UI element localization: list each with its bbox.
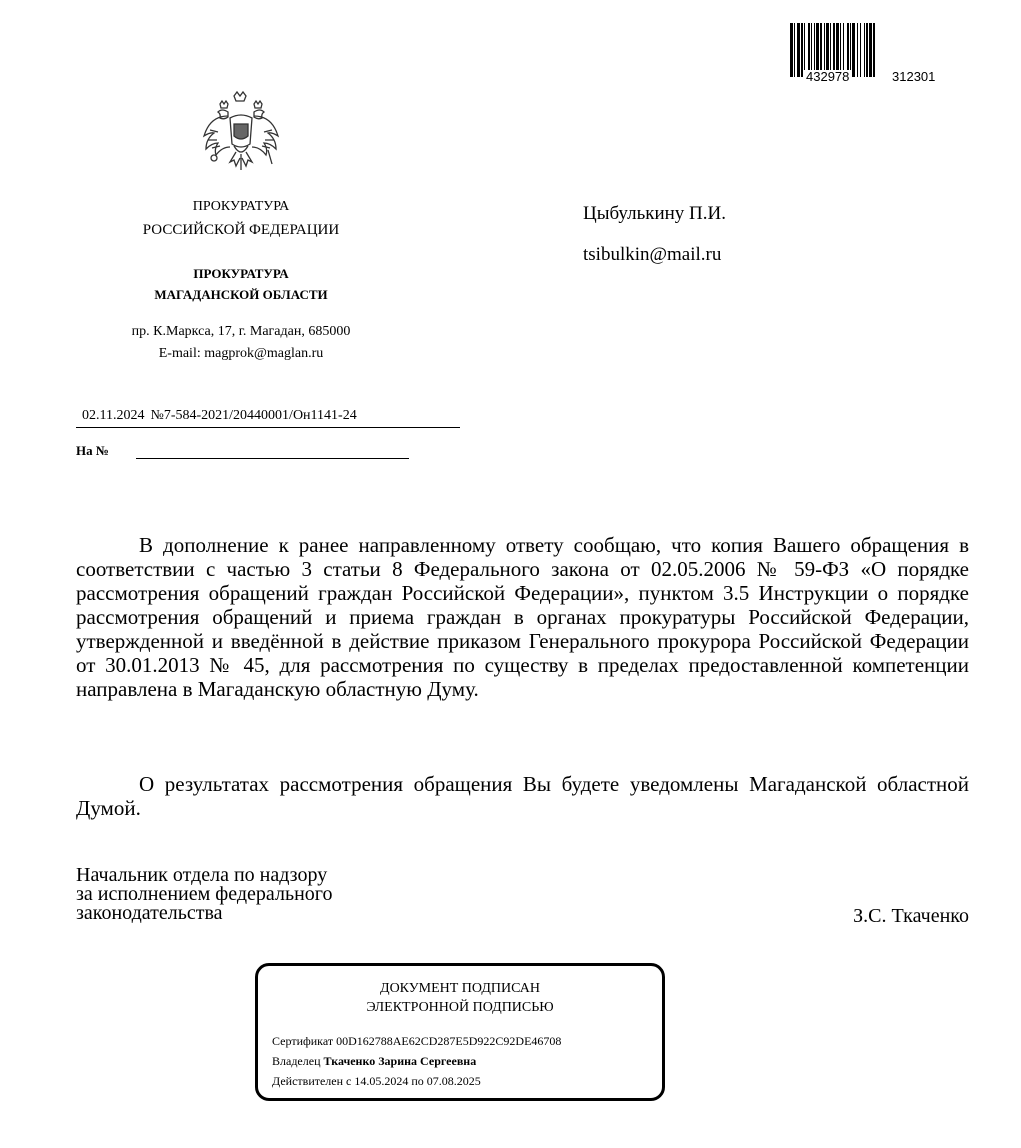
barcode-bar <box>864 23 865 77</box>
registration-number-label: № <box>150 408 164 423</box>
barcode-bar <box>850 23 851 77</box>
reference-label: На № <box>76 443 109 458</box>
registration-number: 7-584-2021/20440001/Он1141-24 <box>163 408 357 423</box>
barcode <box>788 23 950 84</box>
barcode-bar <box>873 23 875 77</box>
barcode-bar <box>852 23 855 77</box>
registration-date: 02.11.2024 <box>82 408 145 423</box>
signer-position-line3: законодательства <box>76 902 223 924</box>
stamp-owner-value: Ткаченко Зарина Сергеевна <box>323 1054 477 1068</box>
signer-position-line2: за исполнением федерального <box>76 883 333 905</box>
stamp-valid-to-label: по <box>411 1074 424 1088</box>
body-paragraph-2: О результатах рассмотрения обращения Вы будете уведомлены Магаданской областной Думой. <box>76 772 969 820</box>
stamp-valid-from: 14.05.2024 <box>354 1074 409 1088</box>
barcode-bar <box>790 23 793 77</box>
barcode-bar <box>860 23 861 77</box>
double-headed-eagle-emblem-icon <box>198 90 284 176</box>
barcode-bar <box>866 23 868 77</box>
organization-address: пр. К.Маркса, 17, г. Магадан, 685000 <box>131 324 351 339</box>
barcode-bar <box>801 23 803 77</box>
reference-blank-line <box>136 458 409 459</box>
stamp-title-line1: ДОКУМЕНТ ПОДПИСАН <box>380 981 540 996</box>
stamp-owner <box>272 1053 476 1069</box>
letterhead-line2: РОССИЙСКОЙ ФЕДЕРАЦИИ <box>142 222 340 238</box>
stamp-certificate-value: 00D162788AE62CD287E5D922C92DE46708 <box>336 1034 562 1048</box>
stamp-certificate <box>272 1033 561 1049</box>
signer-name: З.С. Ткаченко <box>853 905 969 927</box>
signer-position-line1: Начальник отдела по надзору <box>76 864 328 886</box>
letterhead-line1: ПРОКУРАТУРА <box>192 199 290 214</box>
barcode-bar <box>797 23 800 77</box>
stamp-valid-to: 07.08.2025 <box>426 1074 481 1088</box>
organization-email: E-mail: magprok@maglan.ru <box>158 346 324 361</box>
organization-line2: МАГАДАНСКОЙ ОБЛАСТИ <box>154 287 328 302</box>
stamp-validity <box>272 1073 481 1089</box>
organization-line1: ПРОКУРАТУРА <box>193 266 289 281</box>
stamp-valid-label: Действителен <box>272 1074 344 1088</box>
recipient-email: tsibulkin@mail.ru <box>583 244 722 265</box>
registration-line <box>76 407 460 428</box>
recipient-name: Цыбулькину П.И. <box>583 203 727 224</box>
barcode-bar <box>794 23 795 77</box>
barcode-left-number: 432978 <box>803 70 852 84</box>
body-paragraph-1: В дополнение к ранее направленному ответу сообщаю, что копия Вашего обращения в соответствии с частью 3 статьи 8 Федерального закона от 02.05.2006 № 59-ФЗ «О порядке рассмотрения обращений граждан Российской Федерации», пунктом 3.5 Инструкции о порядке рассмотрения обращений и приема граждан в органах прокуратуры Российской Федерации, утвержденной и введённой в действие приказом Генерального прокурора Российской Федерации от 30.01.2013 № 45, для рассмотрения по существу в пределах предоставленной компетенции направлена в Магаданскую областную Думу. <box>76 533 969 701</box>
electronic-signature-stamp <box>255 963 665 1101</box>
barcode-bar <box>869 23 872 77</box>
barcode-bar <box>857 23 858 77</box>
barcode-bar <box>804 23 805 77</box>
stamp-title-line2: ЭЛЕКТРОННОЙ ПОДПИСЬЮ <box>366 1000 554 1015</box>
barcode-right-number: 312301 <box>889 70 938 84</box>
stamp-certificate-label: Сертификат <box>272 1034 334 1048</box>
stamp-valid-from-label: с <box>346 1074 352 1088</box>
stamp-owner-label: Владелец <box>272 1054 321 1068</box>
